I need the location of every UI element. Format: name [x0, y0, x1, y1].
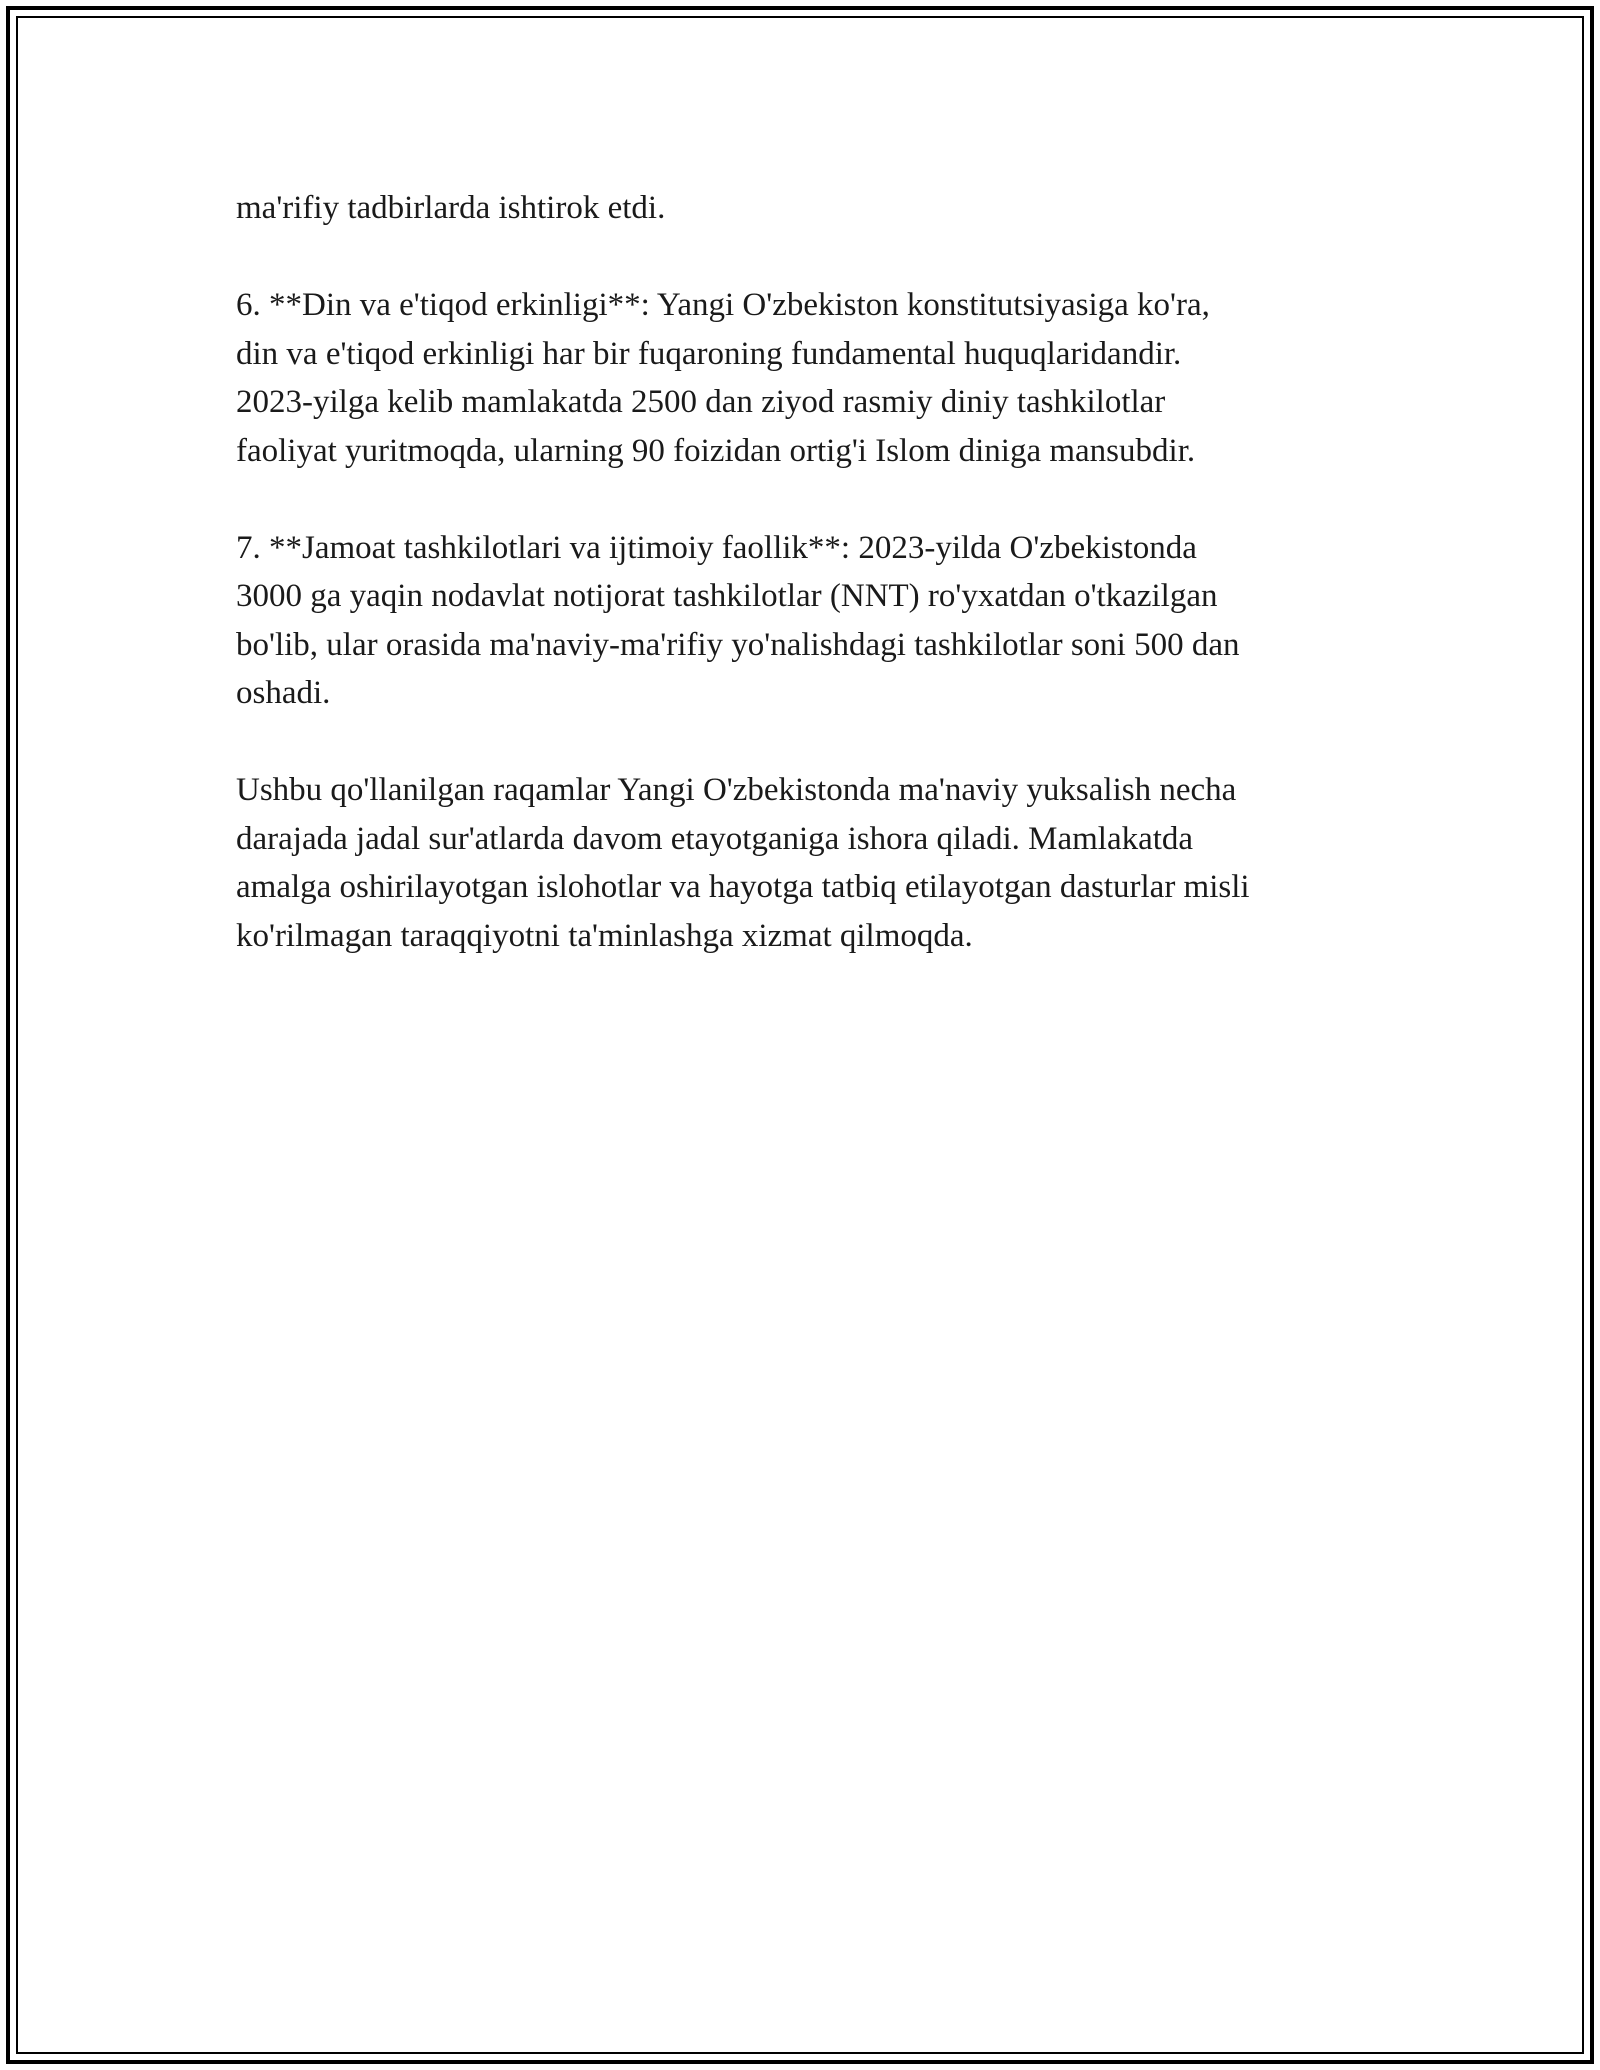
text-line: bo'lib, ular orasida ma'naviy-ma'rifiy yo'nalishdagi tashkilotlar soni 500 dan [236, 626, 1240, 663]
text-line: Ushbu qo'llanilgan raqamlar Yangi O'zbekistonda ma'naviy yuksalish necha [236, 772, 1237, 808]
text-line: faoliyat yuritmoqda, ularning 90 foizidan ortig'i Islom diniga mansubdir. [236, 432, 1196, 469]
text-line: 7. **Jamoat tashkilotlari va ijtimoiy faollik**: 2023-yilda O'zbekistonda [236, 529, 1197, 566]
document-body [236, 184, 1376, 1009]
text-line: 6. **Din va e'tiqod erkinligi**: Yangi O'zbekiston konstitutsiyasiga ko'ra, [236, 287, 1210, 323]
paragraph-item-7 [236, 524, 1376, 718]
text-line: darajada jadal sur'atlarda davom etayotganiga ishora qiladi. Mamlakatda [236, 820, 1194, 857]
paragraph-conclusion [236, 766, 1376, 960]
paragraph-item-6 [236, 281, 1376, 475]
text-line: ko'rilmagan taraqqiyotni ta'minlashga xizmat qilmoqda. [236, 917, 973, 954]
text-line: ma'rifiy tadbirlarda ishtirok etdi. [236, 190, 666, 226]
paragraph-continuation [236, 184, 1376, 233]
text-line: 2023-yilga kelib mamlakatda 2500 dan ziyod rasmiy diniy tashkilotlar [236, 384, 1166, 420]
text-line: 3000 ga yaqin nodavlat notijorat tashkilotlar (NNT) ro'yxatdan o'tkazilgan [236, 578, 1218, 614]
text-line: oshadi. [236, 675, 331, 711]
text-line: din va e'tiqod erkinligi har bir fuqaroning fundamental huquqlaridandir. [236, 335, 1182, 372]
text-line: amalga oshirilayotgan islohotlar va hayotga tatbiq etilayotgan dasturlar misli [236, 869, 1250, 905]
